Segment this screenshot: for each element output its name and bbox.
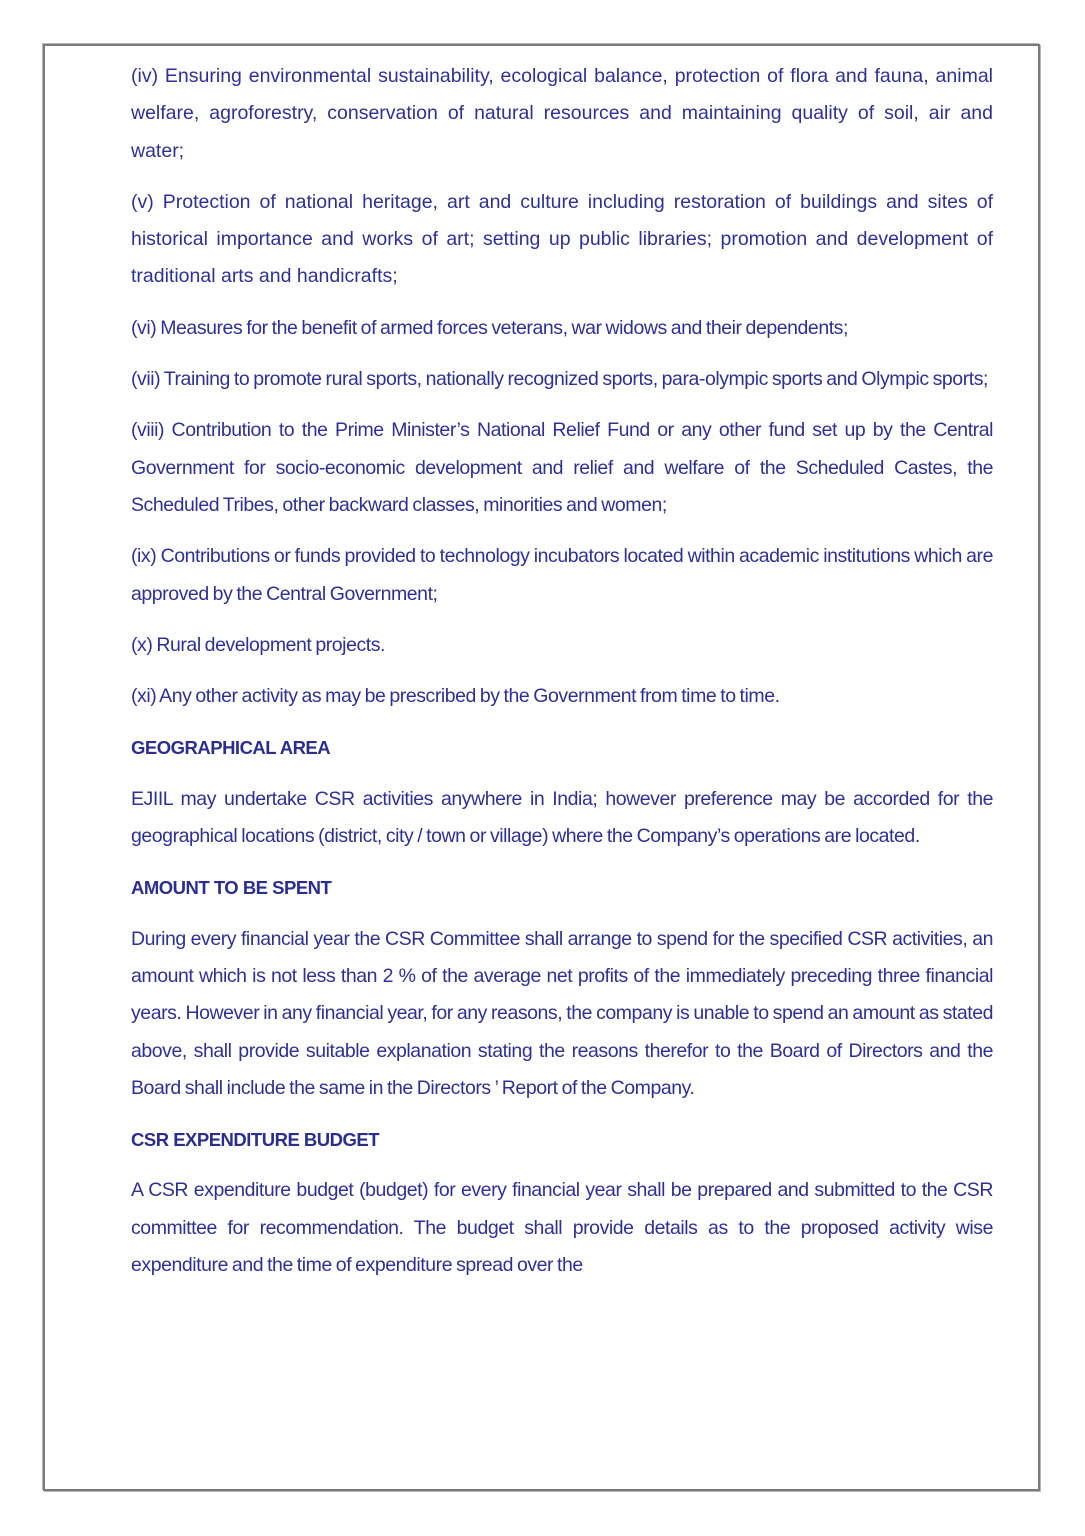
list-item-v: (v) Protection of national heritage, art and culture including restoration of buildings and sites of historical importance and works of art; setting up public libraries; promotion and development of traditional arts and handicrafts; [131,190,993,288]
list-item-x: (x) Rural development projects. [131,633,385,656]
list-item-ix: (ix) Contributions or funds provided to technology incubators located within academic institutions which are approved by the Central Government; [131,545,993,605]
document-body [131,58,993,1298]
section-heading-geographical-area: GEOGRAPHICAL AREA [131,737,331,759]
list-item-vi: (vi) Measures for the benefit of armed forces veterans, war widows and their dependents; [131,316,848,339]
list-item-iv: (iv) Ensuring environmental sustainability, ecological balance, protection of flora and fauna, animal welfare, agroforestry, conservation of natural resources and maintaining quality of soil, air and water; [131,65,993,162]
list-item-viii: (viii) Contribution to the Prime Minister’s National Relief Fund or any other fund set up by the Central Government for socio-economic development and relief and welfare of the Scheduled Castes, the Scheduled Tribes, other backward classes, minorities and women; [131,419,993,516]
section-body-csr-expenditure-budget: A CSR expenditure budget (budget) for every financial year shall be prepared and submitted to the CSR committee for recommendation. The budget shall provide details as to the proposed activity wise expenditure and the time of expenditure spread over the [131,1179,993,1277]
section-heading-amount-to-be-spent: AMOUNT TO BE SPENT [131,877,332,899]
section-body-geographical-area: EJIIL may undertake CSR activities anywhere in India; however preference may be accorded for the geographical locations (district, city / town or village) where the Company’s operations are located. [131,787,993,848]
section-heading-csr-expenditure-budget: CSR EXPENDITURE BUDGET [131,1129,380,1151]
list-item-xi: (xi) Any other activity as may be prescribed by the Government from time to time. [131,685,780,708]
list-item-vii: (vii) Training to promote rural sports, nationally recognized sports, para-olympic sports and Olympic sports; [131,368,988,391]
section-body-amount-to-be-spent: During every financial year the CSR Committee shall arrange to spend for the specified CSR activities, an amount which is not less than 2 % of the average net profits of the immediately preceding three financial years. However in any financial year, for any reasons, the company is unable to spend an amount as stated above, shall provide suitable explanation stating the reasons therefor to the Board of Directors and the Board shall include the same in the Directors ’ Report of the Company. [131,927,993,1099]
